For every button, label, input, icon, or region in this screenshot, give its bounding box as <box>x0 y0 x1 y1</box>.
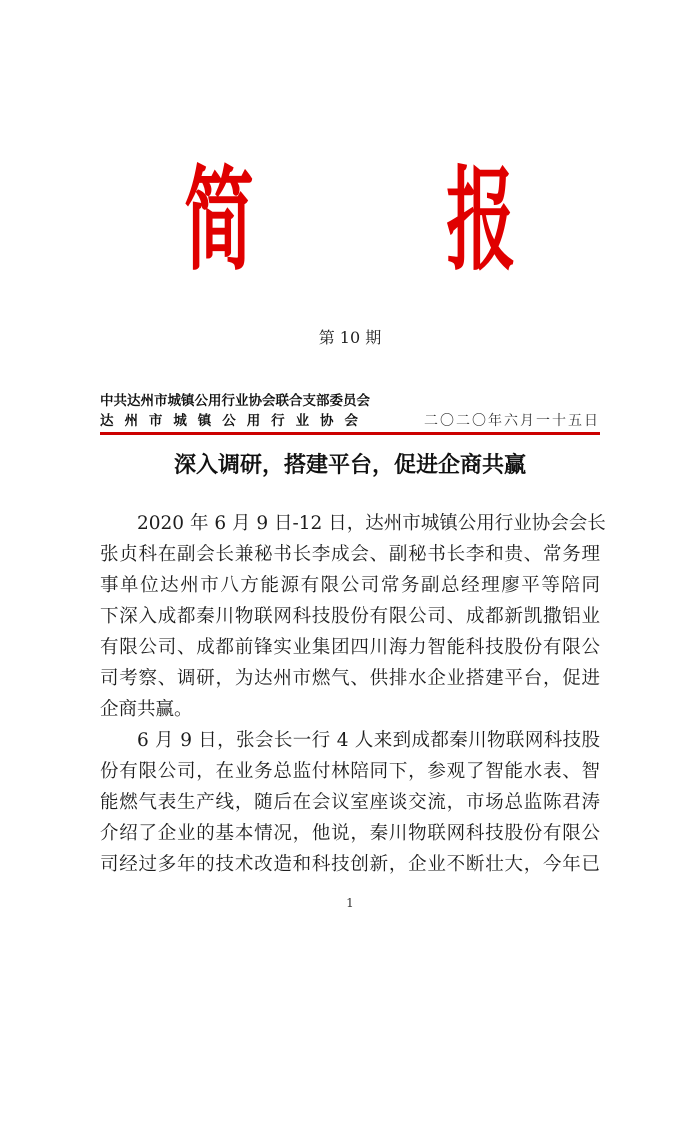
body-text-line: 有限公司、成都前锋实业集团四川海力智能科技股份有限公 <box>100 637 600 658</box>
header-divider <box>100 432 600 435</box>
body-text-line: 2020 年 6 月 9 日-12 日，达州市城镇公用行业协会会长 <box>137 513 606 534</box>
bulletin-title <box>100 155 600 286</box>
body-text-line: 下深入成都秦川物联网科技股份有限公司、成都新凯撒铝业 <box>100 606 600 627</box>
body-text-line: 能燃气表生产线，随后在会议室座谈交流，市场总监陈君涛 <box>100 792 600 813</box>
page-number: 1 <box>346 896 354 910</box>
article-body <box>100 508 606 880</box>
document-content <box>100 155 606 910</box>
bulletin-title-char-1: 简 <box>184 155 254 286</box>
body-text-line: 事单位达州市八方能源有限公司常务副总经理廖平等陪同 <box>100 575 600 596</box>
body-text-line: 司经过多年的技术改造和科技创新，企业不断壮大，今年已 <box>100 854 600 875</box>
bulletin-title-char-2: 报 <box>446 155 516 286</box>
body-text-line: 张贞科在副会长兼秘书长李成会、副秘书长李和贵、常务理 <box>100 544 600 565</box>
issue-number: 第 10 期 <box>318 328 382 347</box>
body-text-line: 企商共赢。 <box>100 699 193 720</box>
body-text-line: 6 月 9 日，张会长一行 4 人来到成都秦川物联网科技股 <box>137 730 600 751</box>
article-title: 深入调研，搭建平台，促进企商共赢 <box>173 452 526 478</box>
org-name-association: 达州市城镇公用行业协会 <box>100 413 358 429</box>
org-name-party-branch: 中共达州市城镇公用行业协会联合支部委员会 <box>100 393 370 409</box>
body-text-line: 介绍了企业的基本情况，他说，秦川物联网科技股份有限公 <box>100 823 600 844</box>
letterhead <box>100 391 600 431</box>
body-text-line: 司考察、调研，为达州市燃气、供排水企业搭建平台，促进 <box>100 668 600 689</box>
issue-date: 二〇二〇年六月一十五日 <box>424 413 600 429</box>
document-page <box>0 155 700 1147</box>
body-text-line: 份有限公司，在业务总监付林陪同下，参观了智能水表、智 <box>100 761 600 782</box>
org-date-row <box>100 411 600 431</box>
